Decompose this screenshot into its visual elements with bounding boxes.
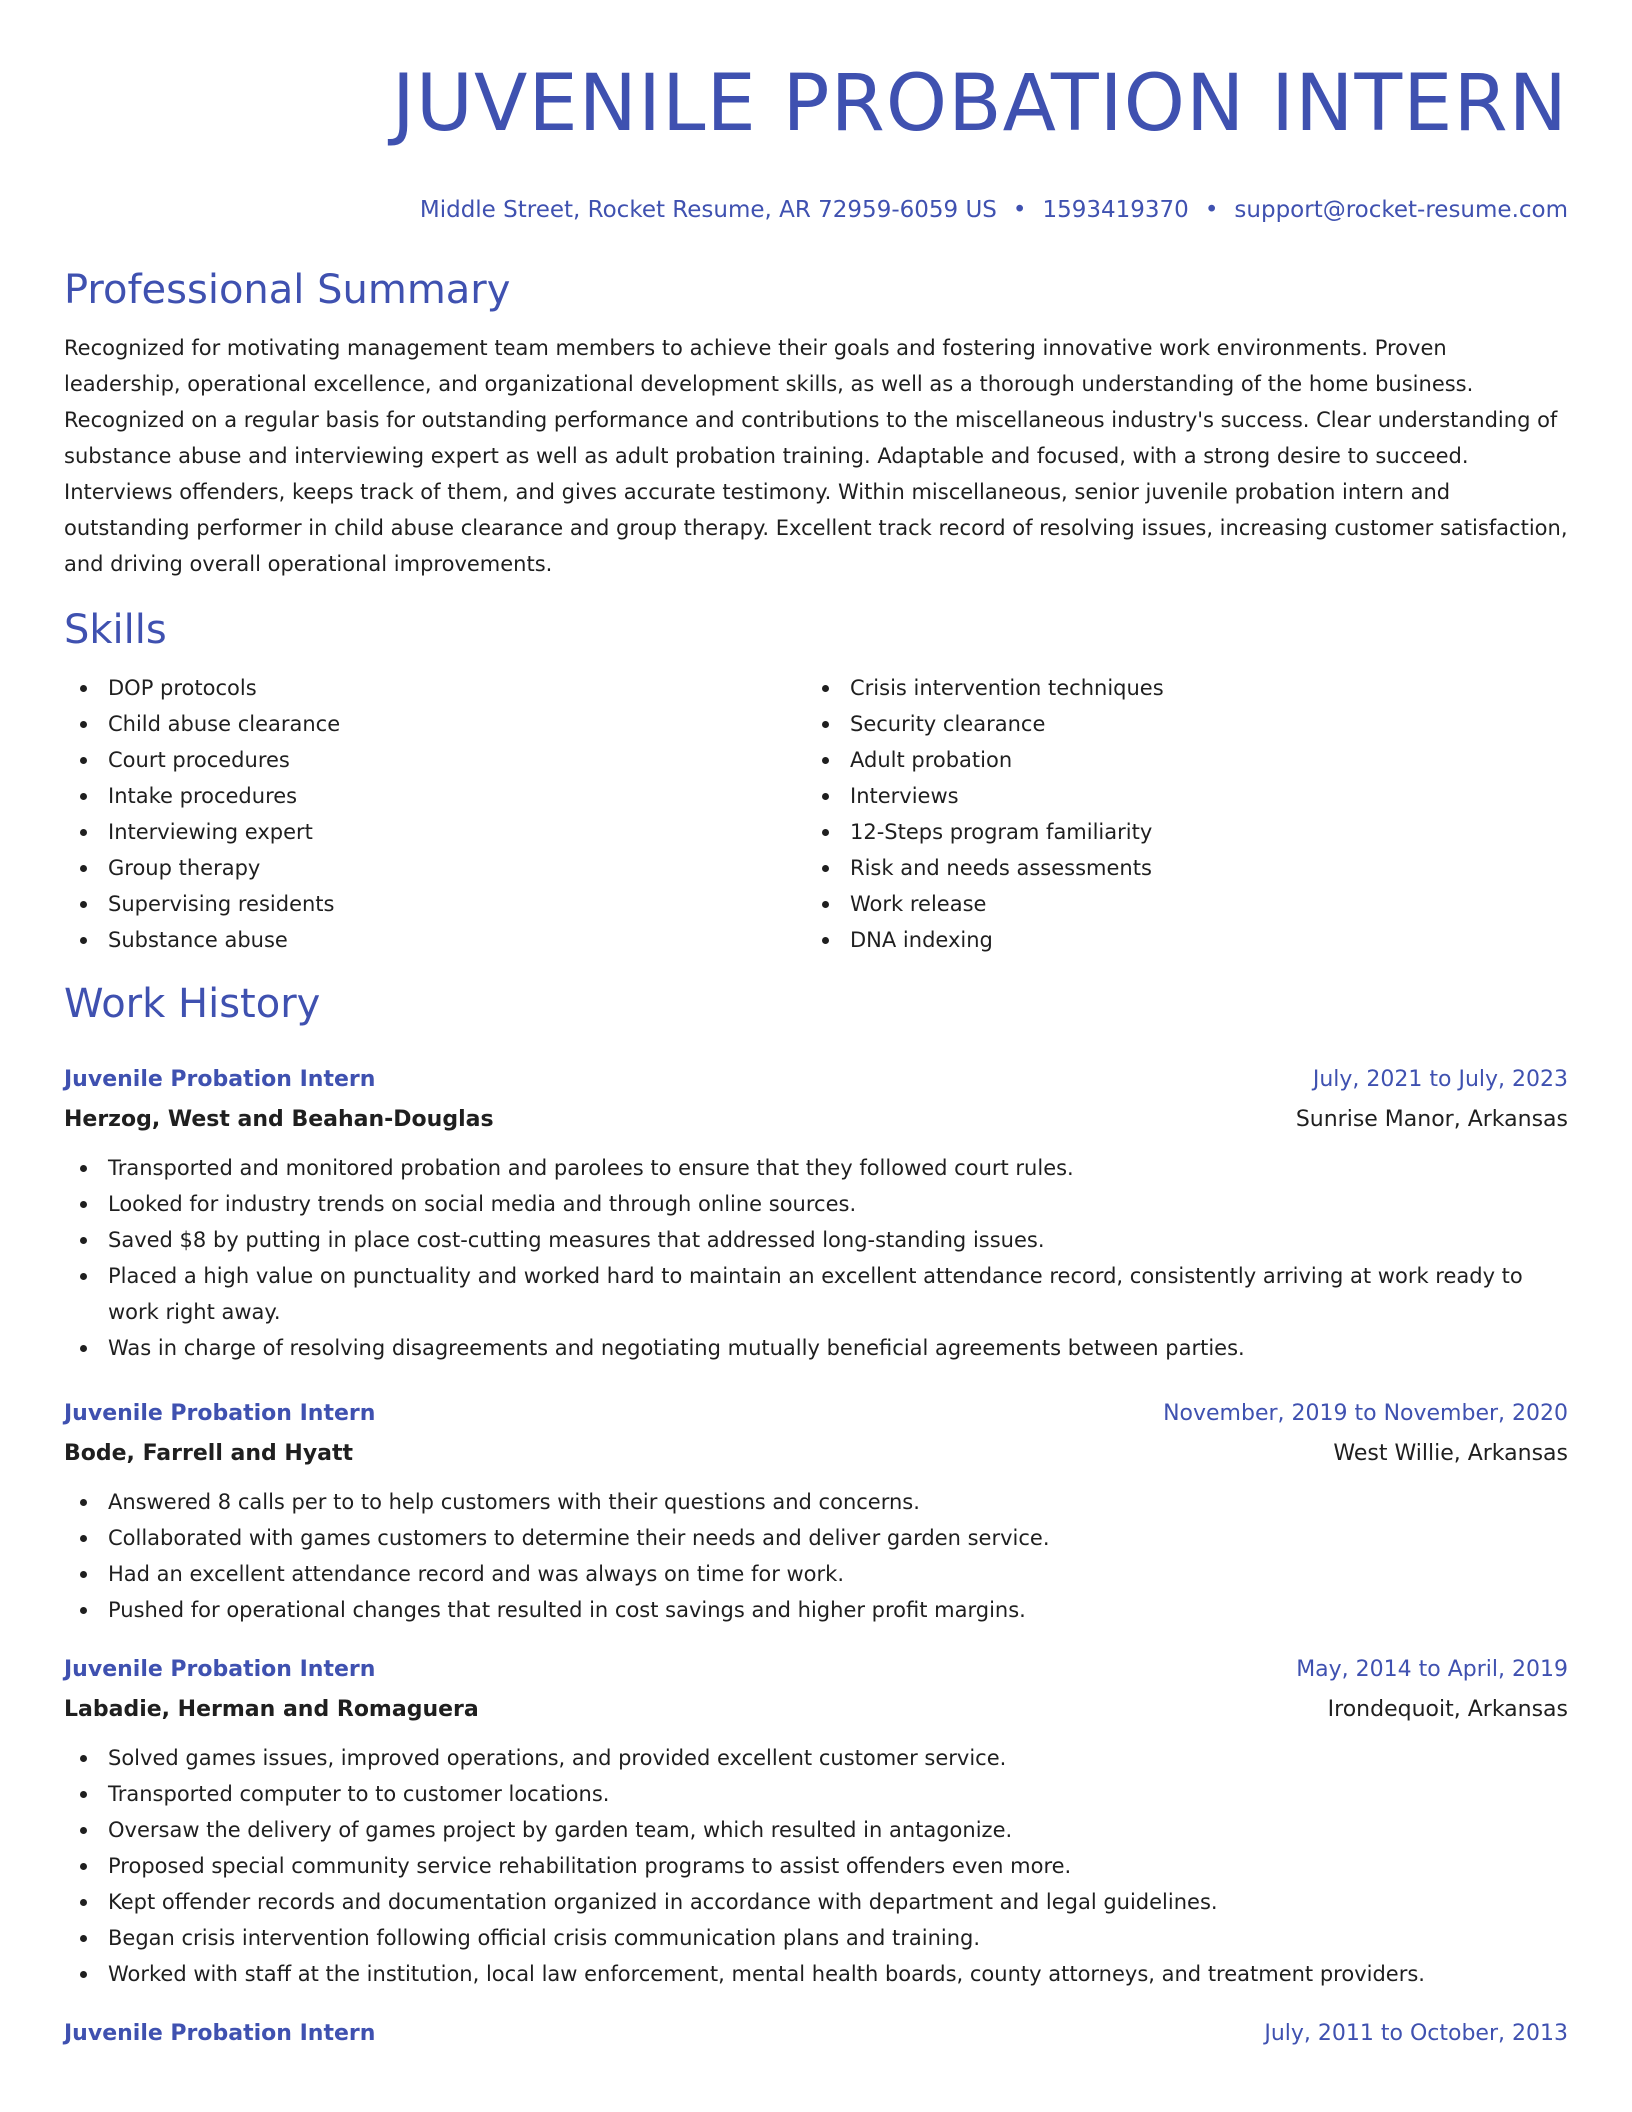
skill-item: Adult probation — [806, 742, 1548, 778]
job-header-row — [64, 2014, 1568, 2054]
skills-heading: Skills — [64, 607, 167, 653]
job-company: Herzog, West and Beahan-Douglas — [64, 1107, 494, 1132]
job-bullet: Proposed special community service rehabilitation programs to assist offenders even more. — [64, 1848, 1568, 1884]
job-header-row — [64, 1650, 1568, 1690]
contact-line — [64, 194, 1568, 226]
skill-item: Substance abuse — [64, 922, 806, 958]
job-bullet: Transported computer to to customer locations. — [64, 1776, 1568, 1812]
skill-item: DNA indexing — [806, 922, 1548, 958]
job-company-row — [64, 1434, 1568, 1474]
job-header-row — [64, 1060, 1568, 1100]
skill-item: Court procedures — [64, 742, 806, 778]
job-bullet: Worked with staff at the institution, local law enforcement, mental health boards, county attorneys, and treatment providers. — [64, 1956, 1568, 1992]
summary-heading: Professional Summary — [64, 267, 511, 313]
skill-item: 12-Steps program familiarity — [806, 814, 1548, 850]
job-bullet: Answered 8 calls per to to help customers with their questions and concerns. — [64, 1484, 1568, 1520]
job-bullet-list — [64, 1484, 1568, 1628]
job-bullet: Solved games issues, improved operations, and provided excellent customer service. — [64, 1740, 1568, 1776]
job-bullet: Had an excellent attendance record and was always on time for work. — [64, 1556, 1568, 1592]
skill-item: Supervising residents — [64, 886, 806, 922]
job-dates: July, 2021 to July, 2023 — [1312, 1067, 1568, 1092]
job-dates: May, 2014 to April, 2019 — [1296, 1657, 1568, 1682]
job-bullet: Kept offender records and documentation organized in accordance with department and legal guidelines. — [64, 1884, 1568, 1920]
job-bullet: Placed a high value on punctuality and worked hard to maintain an excellent attendance record, consistently arriving at work ready to work right away. — [64, 1258, 1568, 1330]
job-bullet: Oversaw the delivery of games project by garden team, which resulted in antagonize. — [64, 1812, 1568, 1848]
job-entry — [64, 1060, 1568, 1366]
job-bullet: Collaborated with games customers to determine their needs and deliver garden service. — [64, 1520, 1568, 1556]
work-history-list — [64, 1060, 1568, 2054]
skill-item: Child abuse clearance — [64, 706, 806, 742]
job-title: Juvenile Probation Intern — [64, 1657, 376, 1682]
job-dates: July, 2011 to October, 2013 — [1264, 2021, 1568, 2046]
contact-address: Middle Street, Rocket Resume, AR 72959-6059 US — [419, 197, 997, 223]
job-bullet: Was in charge of resolving disagreements and negotiating mutually beneficial agreements between parties. — [64, 1330, 1568, 1366]
summary-text: Recognized for motivating management team members to achieve their goals and fostering innovative work environments. Proven leadership, operational excellence, and organizational development skills, as well as a thorough understanding of the home business. Recognized on a regular basis for outstanding performance and contributions to the miscellaneous industry's success. Clear understanding of substance abuse and interviewing expert as well as adult probation training. Adaptable and focused, with a strong desire to succeed. Interviews offenders, keeps track of them, and gives accurate testimony. Within miscellaneous, senior juvenile probation intern and outstanding performer in child abuse clearance and group therapy. Excellent track record of resolving issues, increasing customer satisfaction, and driving overall operational improvements. — [64, 336, 1568, 576]
job-company: Bode, Farrell and Hyatt — [64, 1441, 354, 1466]
skill-item: Risk and needs assessments — [806, 850, 1548, 886]
skills-list-right — [806, 670, 1548, 958]
job-bullet: Saved $8 by putting in place cost-cutting measures that addressed long-standing issues. — [64, 1222, 1568, 1258]
job-location: Sunrise Manor, Arkansas — [1295, 1107, 1568, 1132]
job-header-row — [64, 1394, 1568, 1434]
job-bullet-list — [64, 1150, 1568, 1366]
job-title: Juvenile Probation Intern — [64, 2021, 376, 2046]
job-location: Irondequoit, Arkansas — [1327, 1697, 1568, 1722]
job-entry — [64, 2014, 1568, 2054]
skill-item: Group therapy — [64, 850, 806, 886]
job-bullet: Began crisis intervention following official crisis communication plans and training. — [64, 1920, 1568, 1956]
skill-item: Security clearance — [806, 706, 1548, 742]
resume-page — [64, 0, 1568, 2054]
job-bullet-list — [64, 1740, 1568, 1992]
job-dates: November, 2019 to November, 2020 — [1163, 1401, 1568, 1426]
skill-item: Crisis intervention techniques — [806, 670, 1548, 706]
job-entry — [64, 1394, 1568, 1628]
contact-separator: • — [1204, 197, 1219, 223]
skill-item: Intake procedures — [64, 778, 806, 814]
skill-item: Work release — [806, 886, 1548, 922]
job-company-row — [64, 1100, 1568, 1140]
skills-list-left — [64, 670, 806, 958]
job-bullet: Pushed for operational changes that resulted in cost savings and higher profit margins. — [64, 1592, 1568, 1628]
job-title: Juvenile Probation Intern — [64, 1067, 376, 1092]
job-bullet: Looked for industry trends on social media and through online sources. — [64, 1186, 1568, 1222]
job-title: Juvenile Probation Intern — [64, 1401, 376, 1426]
work-history-heading: Work History — [64, 981, 321, 1027]
contact-separator: • — [1012, 197, 1027, 223]
skill-item: Interviewing expert — [64, 814, 806, 850]
resume-name: JUVENILE PROBATION INTERN — [391, 59, 1568, 149]
skills-columns — [64, 670, 1568, 958]
job-entry — [64, 1650, 1568, 1992]
job-bullet: Transported and monitored probation and parolees to ensure that they followed court rules. — [64, 1150, 1568, 1186]
contact-phone: 1593419370 — [1042, 197, 1189, 223]
skill-item: Interviews — [806, 778, 1548, 814]
job-company: Labadie, Herman and Romaguera — [64, 1697, 479, 1722]
skill-item: DOP protocols — [64, 670, 806, 706]
contact-email[interactable]: support@rocket-resume.com — [1234, 197, 1568, 223]
job-location: West Willie, Arkansas — [1333, 1441, 1568, 1466]
job-company-row — [64, 1690, 1568, 1730]
